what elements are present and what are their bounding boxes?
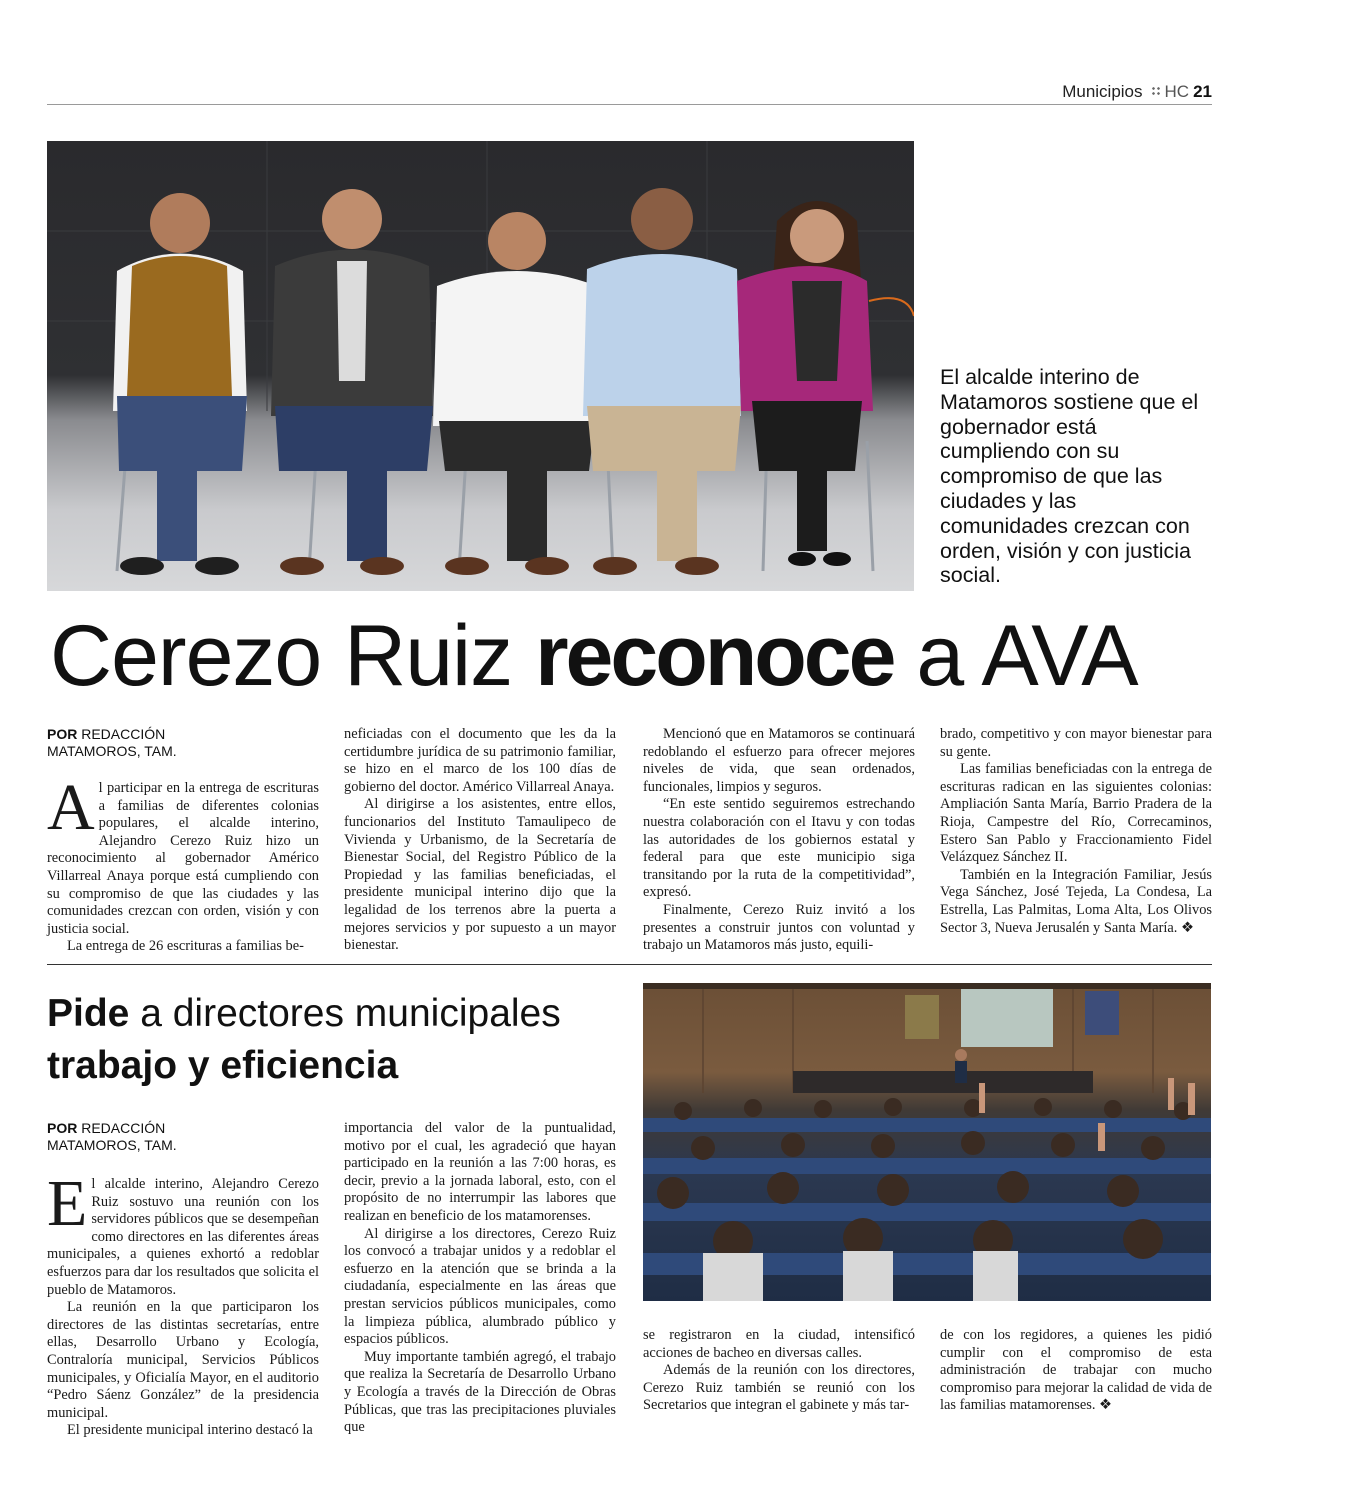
article2-column-3 (643, 1327, 915, 1415)
article1-headline (50, 608, 1138, 704)
page-number: 21 (1193, 82, 1212, 101)
article2-paragraph: Además de la reunión con los directores, Cerezo Ruiz también se reunió con los Secretarios que integran el gabinete y más tar- (643, 1362, 915, 1414)
byline1-author: REDACCIÓN (81, 726, 166, 742)
article1-paragraph: También en la Integración Familiar, Jesús Vega Sánchez, José Tejeda, La Condesa, La Estrella, Las Palmitas, Loma Alta, Los Olivos Sector 3, Nueva Jerusalén y Santa María. ❖ (940, 866, 1212, 936)
article2-headline (47, 988, 637, 1092)
article1-paragraph: Finalmente, Cerezo Ruiz invitó a los presentes a construir juntos con voluntad y trabajo un Matamoros más justo, equili- (643, 901, 915, 954)
article1-column-1 (47, 771, 319, 956)
article1-paragraph: brado, competitivo y con mayor bienestar para su gente. (940, 726, 1212, 760)
photo-auditorium-meeting-illustration (643, 983, 1211, 1301)
article2-paragraph: El presidente municipal interino destacó la (67, 1422, 313, 1439)
article2-paragraph: Muy importante también agregó, el trabajo que realiza la Secretaría de Desarrollo Urbano y Ecología a través de la Dirección de Obras Públicas, que tras las precipitaciones pluviales que (344, 1348, 616, 1436)
article1-paragraph: La entrega de 26 escrituras a familias be- (67, 938, 304, 955)
photo-officials-seated (47, 141, 914, 591)
article1-paragraph: Al participar en la entrega de escrituras a familias de diferentes colonias populares, el alcalde interino, Alejandro Cerezo Ruiz hizo un reconocimiento al gobernador Américo Villarreal Anaya porque está cumpliendo con su compromiso de que las ciudades y las comunidades crezcan con orden, visión y con justicia social. (47, 771, 319, 937)
byline2-author: REDACCIÓN (81, 1120, 166, 1136)
headline2-part1: Pide (47, 992, 130, 1035)
article1-paragraph: “En este sentido seguiremos estrechando nuestra colaboración con el Itavu y con todas las autoridades de los gobiernos estatal y federal para que este municipio siga transitando por la ruta de la competitividad”, expresó. (643, 796, 915, 901)
article1-paragraph: neficiadas con el documento que les da la certidumbre jurídica de su patrimonio familiar, se hizo en el marco de los 100 días de gobierno del doctor. Américo Villarreal Anaya. (344, 726, 616, 795)
article2-paragraph: se registraron en la ciudad, intensificó acciones de bacheo en diversas calles. (643, 1327, 915, 1361)
article1-column-3 (643, 726, 915, 955)
article2-drop-cap: E (47, 1167, 88, 1240)
article1-column-2 (344, 726, 616, 955)
photo-auditorium-meeting (643, 983, 1211, 1301)
headline1-part3: a AVA (893, 608, 1138, 704)
article2-paragraph: Al dirigirse a los directores, Cerezo Ruiz los convocó a trabajar unidos y a redoblar el esfuerzo en la atención que se brinda a la ciudadanía, especialmente en las áreas que prestan servicios públicos municipales, como la limpieza pública, alumbrado público y espacios públicos. (344, 1225, 616, 1348)
article1-column-4 (940, 726, 1212, 937)
page-header (47, 80, 1212, 105)
article2-paragraph: La reunión en la que participaron los directores de las distintas secretarías, entre ellas, Desarrollo Urbano y Ecología, Contraloría municipal, Servicios Públicos municipales, y Oficialía Mayor, en el auditorio “Pedro Sáenz González” de la presidencia municipal. (47, 1299, 319, 1421)
article1-deck: El alcalde interino de Matamoros sostiene que el gobernador está cumpliendo con su compromiso de que las ciudades y las comunidades crezcan con orden, visión y con justicia social. (940, 365, 1199, 588)
article1-paragraph: Mencionó que en Matamoros se continuará redoblando el esfuerzo para ofrecer mejores niveles de vida, que sean ordenados, funcionales, limpios y seguros. (643, 726, 915, 795)
byline1-place: MATAMOROS, TAM. (47, 743, 177, 759)
article2-column-1 (47, 1167, 319, 1440)
article2-column-4 (940, 1327, 1212, 1415)
section-name: Municipios (1062, 82, 1143, 101)
article1-paragraph: Las familias beneficiadas con la entrega de escrituras radican en las siguientes colonias: Ampliación Santa María, Barrio Pradera de la Rioja, Campestre del Río, Correcaminos, Estero San Pablo y Fraccionamiento Fidel Velázquez Sánchez II. (940, 761, 1212, 866)
article1-paragraph: Al dirigirse a los asistentes, entre ellos, funcionarios del Instituto Tamaulipeco de Vivienda y Urbanismo, de la Secretaría de Bienestar Social, del Registro Público de la Propiedad y las familias beneficiadas, el presidente municipal interino dijo que la legalidad de los terrenos abre la puerta a mejores servicios y por supuesto a un mayor bienestar. (344, 796, 616, 954)
article1-drop-cap: A (47, 771, 95, 844)
byline2-place: MATAMOROS, TAM. (47, 1137, 177, 1153)
article2-paragraph: importancia del valor de la puntualidad, motivo por el cual, les agradeció que hayan participado en la reunión a las 7:00 horas, es decir, previo a la jornada laboral, esto, con el propósito de no interrumpir las labores que realizan en beneficio de los matamorenses. (344, 1120, 616, 1224)
publication-name: HC (1164, 82, 1190, 101)
article2-column-2 (344, 1120, 616, 1437)
headline2-part3: trabajo y eficiencia (47, 1044, 399, 1087)
article1-byline (47, 726, 177, 760)
headline1-part2: reconoce (535, 608, 894, 704)
article2-byline (47, 1120, 177, 1154)
headline1-part1: Cerezo Ruiz (50, 608, 536, 704)
byline2-por: POR (47, 1120, 78, 1136)
byline1-por: POR (47, 726, 78, 742)
article2-paragraph: de con los regidores, a quienes les pidió cumplir con el compromiso de esta administración de trabajar con mucho compromiso para mejorar la calidad de vida de las familias matamorenses. ❖ (940, 1327, 1212, 1414)
section-divider (47, 964, 1212, 965)
page-folio (1062, 82, 1212, 102)
photo-officials-seated-illustration (47, 141, 914, 591)
article2-paragraph: El alcalde interino, Alejandro Cerezo Ruiz sostuvo una reunión con los servidores públicos que se desempeñan como directores en las diferentes áreas municipales, a quienes exhortó a redoblar esfuerzos para dar los resultados que solicita el pueblo de Matamoros. (47, 1167, 319, 1298)
headline2-part2: a directores municipales (129, 992, 561, 1035)
separator-dots-icon (1151, 86, 1161, 96)
